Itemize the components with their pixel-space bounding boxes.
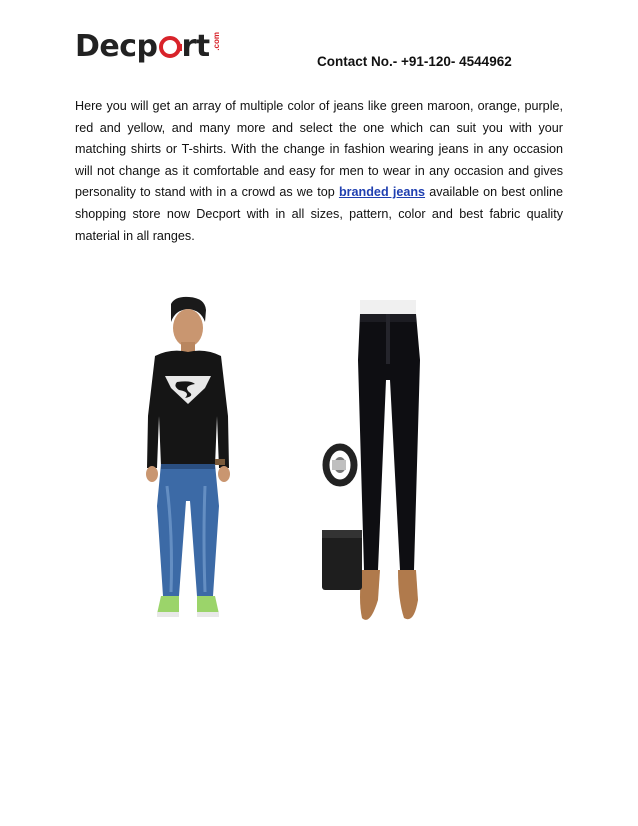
- paragraph-text-end: available on best online shopping store now Decport with in all sizes, pattern, color and best fabric quality material in all ranges.: [75, 185, 563, 243]
- product-image: [318, 300, 430, 630]
- logo-o-mark: [159, 36, 181, 58]
- body-paragraph: [75, 96, 563, 247]
- logo-domain-suffix: .com: [211, 32, 221, 51]
- model-image: [133, 296, 243, 626]
- branded-jeans-link[interactable]: branded jeans: [338, 185, 426, 200]
- contact-number: Contact No.- +91-120- 4544962: [317, 54, 512, 69]
- logo-wordmark: Decp rt: [75, 29, 210, 64]
- logo[interactable]: [75, 30, 221, 64]
- paragraph-text-start: Here you will get an array of multiple color of jeans like green maroon, orange, purple, red and yellow, and many more and select the one which can suit you with your matching shirts or T-shirts. With the change in fashion wearing jeans in any occasion will not change as it comfortable and easy for men to wear in any occasion and gives personality to stand with in a crowd as we top: [75, 99, 563, 200]
